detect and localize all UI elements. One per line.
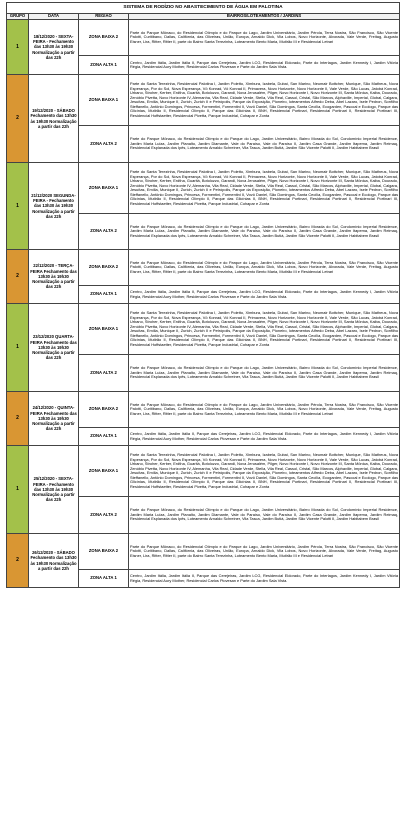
- neighborhood-list: Parte do Parque Mônaco, do Residencial Olímpio e do Parque do Lago, Jardim Universitário, Jardim Pérola, Terra Nostra, São Francisco, São Vicente Palotti, Curitibano, Dallas, Califórnia, das Oliveiras, União, Europa, Arnaldo Dick, Vila Lobos, Novo Horizonte, Alvorada, Vale Verde, Freitag, Augusto Eisner, Lira, Ritter, Ritter II, parte do Bairro Santa Terezinha, Loteamento Bento Maria, Mutirão III e Residencial Letrari: [129, 20, 400, 56]
- neighborhood-list: Centro, Jardim Itália, Jardim Itália II, Parque das Cerejeiras, Jardim LCG, Residencial Eldorado, Parte do Interlagos, Jardim Kennedy I, Jardim Vitória Régia, Residencial Aury Mother, Residencial Carlos Piovesan e Parte do Jardim Sala Vista.: [129, 428, 400, 446]
- neighborhood-list: Parte do Parque Mônaco, do Residencial Olímpio e do Parque do Lago, Jardim Universitário, Bairro Morada do Sol, Condomínio Imperial Residence, Jardim Maria Luiza, Jardim Planalto, Jardim Diamante, Vale do Paraíso, Vale do Paraíso II, Jardim Casa Grande, Jardim Itapema, Jardim Reimaq, Residencial Esplanada dos Ipês, Loteamento Arnaldo Schreiner, Vila Tasca, Jardim Butiá, Jardim São Vicente Palotti II, Jardim Habitabem Brasil: [129, 214, 400, 250]
- region-name: ZONA BAIXA 1: [79, 163, 129, 214]
- schedule-row: [7, 446, 400, 497]
- schedule-date: 25/12/2020 - SEXTA-FEIRA - Fechamento das 13h30 às 19h30 Normalização a partir das 22h: [29, 446, 79, 534]
- schedule-date: 19/12/2020 - SÁBADO Fechamento das 13h30 às 19h30 Normalização a partir das 22h: [29, 75, 79, 163]
- schedule-date: 26/12/2020 - SÁBADO Fechamento das 13h30 às 19h30 Normalização a partir das 22h: [29, 534, 79, 588]
- header-grupo: GRUPO: [7, 14, 29, 20]
- neighborhood-list: Parte do Santa Terezinha, Residencial Palotina I, Jardim Poletto, Ximbura, Izabela, Dubai, San Marino, Neumair Bottcher, Munique, São Matheus, Nova Esperança, Por do Sol, Nova Esperança, Vô Konrad, Vô Konrad II, Primavera, Novo Horizonte, Novo Horizonte II, Vale Verde, São Lucas, Jatobá Konrad, Urbano, Stroher, Kerber, Erdtha, Guaritá, Botolozzo, Garandi, Nova Jerusalém, Pilger, Novo Horizonte I, Novo Horizonte III, Santa Mônica, Kaiba, Dourado, Zenóbio Pivetta, Novo Horizonte IV, Alemanha, Vila Real, Cidade Verde, Stella, Vila Real, Cassol, Cristal, São Marcos, Alphaville, Imperial, Global, Calgara, Jesuítas, Emília, Munique II, Zurich, Zurich II e Petrópolis, Parque da Exposição, Pioneiro, loteamentos Alfredo Deba, Abel Lazaro, Isele Pedron, Sonfilho Steffanello, Antônio Domingos, Princesa, Formentini, Formentini II, Vovô Daniel, São Domingos, Santa Cecília, Ecogarden, Pascoal e Ecologo, Parque das Glicínias, Mutirão II, Residencial Olímpio II, Parque das Glicínias II, BNH, Residencial Portinari, Residencial Portinari II, Residencial Portinari III, Residencial Hoffstaetter, Residencial Pivetta, Parque Industrial, Cohapar e Zonta: [129, 163, 400, 214]
- group-number: 1: [7, 446, 29, 534]
- schedule-document: [6, 2, 399, 588]
- group-number: 1: [7, 304, 29, 392]
- neighborhood-list: Parte do Santa Terezinha, Residencial Palotina I, Jardim Poletto, Ximbura, Izabela, Dubai, San Marino, Neumair Bottcher, Munique, São Matheus, Nova Esperança, Por do Sol, Nova Esperança, Vô Konrad, Vô Konrad II, Primavera, Novo Horizonte, Novo Horizonte II, Vale Verde, São Lucas, Jatobá Konrad, Urbano, Stroher, Kerber, Erdtha, Guaritá, Botolozzo, Garandi, Nova Jerusalém, Pilger, Novo Horizonte I, Novo Horizonte III, Santa Mônica, Kaiba, Dourado, Zenóbio Pivetta, Novo Horizonte IV, Alemanha, Vila Real, Cidade Verde, Stella, Vila Real, Cassol, Cristal, São Marcos, Alphaville, Imperial, Global, Calgara, Jesuítas, Emília, Munique II, Zurich, Zurich II e Petrópolis, Parque da Exposição, Pioneiro, loteamentos Alfredo Deba, Abel Lazaro, Isele Pedron, Sonfilho Steffanello, Antônio Domingos, Princesa, Formentini, Formentini II, Vovô Daniel, São Domingos, Santa Cecília, Ecogarden, Pascoal e Ecologo, Parque das Glicínias, Mutirão II, Residencial Olímpio II, Parque das Glicínias II, BNH, Residencial Portinari, Residencial Portinari II, Residencial Portinari III, Residencial Hoffstaetter, Residencial Pivetta, Parque Industrial, Cohapar e Zonta: [129, 446, 400, 497]
- document-title: SISTEMA DE RODÍZIO NO ABASTECIMENTO DE ÁGUA EM PALOTINA: [7, 3, 400, 14]
- region-name: ZONA ALTA 1: [79, 56, 129, 75]
- region-name: ZONA BAIXA 2: [79, 20, 129, 56]
- group-number: 1: [7, 20, 29, 75]
- region-name: ZONA ALTA 2: [79, 126, 129, 163]
- region-name: ZONA ALTA 1: [79, 570, 129, 588]
- schedule-table: [6, 2, 400, 588]
- header-regiao: REGIAO: [79, 14, 129, 20]
- region-name: ZONA ALTA 2: [79, 497, 129, 534]
- region-name: ZONA ALTA 1: [79, 286, 129, 304]
- group-number: 1: [7, 163, 29, 250]
- neighborhood-list: Parte do Santa Terezinha, Residencial Palotina I, Jardim Poletto, Ximbura, Izabela, Dubai, San Marino, Neumair Bottcher, Munique, São Matheus, Nova Esperança, Por do Sol, Nova Esperança, Vô Konrad, Vô Konrad II, Primavera, Novo Horizonte, Novo Horizonte II, Vale Verde, São Lucas, Jatobá Konrad, Urbano, Stroher, Kerber, Erdtha, Guaritá, Botolozzo, Garandi, Nova Jerusalém, Pilger, Novo Horizonte I, Novo Horizonte III, Santa Mônica, Kaiba, Dourado, Zenóbio Pivetta, Novo Horizonte IV, Alemanha, Vila Real, Cidade Verde, Stella, Vila Real, Cassol, Cristal, São Marcos, Alphaville, Imperial, Global, Calgara, Jesuítas, Emília, Munique II, Zurich, Zurich II e Petrópolis, Parque da Exposição, Pioneiro, loteamentos Alfredo Deba, Abel Lazaro, Isele Pedron, Sonfilho Steffanello, Antônio Domingos, Princesa, Formentini, Formentini II, Vovô Daniel, São Domingos, Santa Cecília, Ecogarden, Pascoal e Ecologo, Parque das Glicínias, Mutirão II, Residencial Olímpio II, Parque das Glicínias II, BNH, Residencial Portinari, Residencial Portinari II, Residencial Portinari III, Residencial Hoffstaetter, Residencial Pivetta, Parque Industrial, Cohapar e Zonta: [129, 304, 400, 355]
- group-number: 2: [7, 75, 29, 163]
- schedule-date: 23/12/2020 QUARTA-FEIRA Fechamento das 13h30 às 19h30 Normalização a partir das 22h: [29, 304, 79, 392]
- region-name: ZONA ALTA 2: [79, 214, 129, 250]
- neighborhood-list: Centro, Jardim Itália, Jardim Itália II, Parque das Cerejeiras, Jardim LCG, Residencial Eldorado, Parte do Interlagos, Jardim Kennedy I, Jardim Vitória Régia, Residencial Aury Mother, Residencial Carlos Piovesan e Parte do Jardim Sala Vista.: [129, 56, 400, 75]
- neighborhood-list: Parte do Parque Mônaco, do Residencial Olímpio e do Parque do Lago, Jardim Universitário, Bairro Morada do Sol, Condomínio Imperial Residence, Jardim Maria Luiza, Jardim Planalto, Jardim Diamante, Vale do Paraíso, Vale do Paraíso II, Jardim Casa Grande, Jardim Itapema, Jardim Reimaq, Residencial Esplanada dos Ipês, Loteamento Arnaldo Schreiner, Vila Tasca, Jardim Butiá, Jardim São Vicente Palotti II, Jardim Habitabem Brasil: [129, 126, 400, 163]
- header-bairros: BAIRROS/LOTEAMENTOS / JARDINS: [129, 14, 400, 20]
- schedule-row: [7, 304, 400, 355]
- group-number: 2: [7, 392, 29, 446]
- neighborhood-list: Parte do Parque Mônaco, do Residencial Olímpio e do Parque do Lago, Jardim Universitário, Jardim Pérola, Terra Nostra, São Francisco, São Vicente Palotti, Curitibano, Dallas, Califórnia, das Oliveiras, União, Europa, Arnaldo Dick, Vila Lobos, Novo Horizonte, Alvorada, Vale Verde, Freitag, Augusto Eisner, Lira, Ritter, Ritter II, parte do Bairro Santa Terezinha, Loteamento Bento Maria, Mutirão III e Residencial Letrari: [129, 250, 400, 286]
- schedule-date: 24/12/2020 - QUINTA-FEIRA Fechamento das 13h30 às 19h30 Normalização a partir das 22h: [29, 392, 79, 446]
- region-name: ZONA ALTA 2: [79, 355, 129, 392]
- region-name: ZONA ALTA 1: [79, 428, 129, 446]
- region-name: ZONA BAIXA 1: [79, 75, 129, 126]
- schedule-row: [7, 392, 400, 428]
- schedule-row: [7, 20, 400, 56]
- schedule-date: 18/12/2020 - SEXTA-FEIRA - Fechamento das 13h30 às 19h30 Normalização a partir das 22h: [29, 20, 79, 75]
- schedule-row: [7, 250, 400, 286]
- neighborhood-list: Parte do Parque Mônaco, do Residencial Olímpio e do Parque do Lago, Jardim Universitário, Bairro Morada do Sol, Condomínio Imperial Residence, Jardim Maria Luiza, Jardim Planalto, Jardim Diamante, Vale do Paraíso, Vale do Paraíso II, Jardim Casa Grande, Jardim Itapema, Jardim Reimaq, Residencial Esplanada dos Ipês, Loteamento Arnaldo Schreiner, Vila Tasca, Jardim Butiá, Jardim São Vicente Palotti II, Jardim Habitabem Brasil: [129, 497, 400, 534]
- neighborhood-list: Parte do Parque Mônaco, do Residencial Olímpio e do Parque do Lago, Jardim Universitário, Jardim Pérola, Terra Nostra, São Francisco, São Vicente Palotti, Curitibano, Dallas, Califórnia, das Oliveiras, União, Europa, Arnaldo Dick, Vila Lobos, Novo Horizonte, Alvorada, Vale Verde, Freitag, Augusto Eisner, Lira, Ritter, Ritter II, parte do Bairro Santa Terezinha, Loteamento Bento Maria, Mutirão III e Residencial Letrari: [129, 534, 400, 570]
- region-name: ZONA BAIXA 2: [79, 392, 129, 428]
- region-name: ZONA BAIXA 1: [79, 446, 129, 497]
- region-name: ZONA BAIXA 2: [79, 534, 129, 570]
- schedule-date: 22/12/2020 - TERÇA-FEIRA Fechamento das 13h30 às 19h30 Normalização a partir das 22h: [29, 250, 79, 304]
- neighborhood-list: Centro, Jardim Itália, Jardim Itália II, Parque das Cerejeiras, Jardim LCG, Residencial Eldorado, Parte do Interlagos, Jardim Kennedy I, Jardim Vitória Régia, Residencial Aury Mother, Residencial Carlos Piovesan e Parte do Jardim Sala Vista.: [129, 286, 400, 304]
- header-data: DATA: [29, 14, 79, 20]
- neighborhood-list: Centro, Jardim Itália, Jardim Itália II, Parque das Cerejeiras, Jardim LCG, Residencial Eldorado, Parte do Interlagos, Jardim Kennedy I, Jardim Vitória Régia, Residencial Aury Mother, Residencial Carlos Piovesan e Parte do Jardim Sala Vista.: [129, 570, 400, 588]
- region-name: ZONA BAIXA 2: [79, 250, 129, 286]
- neighborhood-list: Parte do Parque Mônaco, do Residencial Olímpio e do Parque do Lago, Jardim Universitário, Bairro Morada do Sol, Condomínio Imperial Residence, Jardim Maria Luiza, Jardim Planalto, Jardim Diamante, Vale do Paraíso, Vale do Paraíso II, Jardim Casa Grande, Jardim Itapema, Jardim Reimaq, Residencial Esplanada dos Ipês, Loteamento Arnaldo Schreiner, Vila Tasca, Jardim Butiá, Jardim São Vicente Palotti II, Jardim Habitabem Brasil: [129, 355, 400, 392]
- schedule-row: [7, 534, 400, 570]
- group-number: 2: [7, 250, 29, 304]
- group-number: 2: [7, 534, 29, 588]
- region-name: ZONA BAIXA 1: [79, 304, 129, 355]
- schedule-date: 21/12/2020 SEGUNDA-FEIRA - Fechamento das 13h30 às 19h30 Normalização a partir das 22h: [29, 163, 79, 250]
- schedule-row: [7, 75, 400, 126]
- neighborhood-list: Parte do Parque Mônaco, do Residencial Olímpio e do Parque do Lago, Jardim Universitário, Jardim Pérola, Terra Nostra, São Francisco, São Vicente Palotti, Curitibano, Dallas, Califórnia, das Oliveiras, União, Europa, Arnaldo Dick, Vila Lobos, Novo Horizonte, Alvorada, Vale Verde, Freitag, Augusto Eisner, Lira, Ritter, Ritter II, parte do Bairro Santa Terezinha, Loteamento Bento Maria, Mutirão III e Residencial Letrari: [129, 392, 400, 428]
- schedule-row: [7, 163, 400, 214]
- neighborhood-list: Parte do Santa Terezinha, Residencial Palotina I, Jardim Poletto, Ximbura, Izabela, Dubai, San Marino, Neumair Bottcher, Munique, São Matheus, Nova Esperança, Por do Sol, Nova Esperança, Vô Konrad, Vô Konrad II, Primavera, Novo Horizonte, Novo Horizonte II, Vale Verde, São Lucas, Jatobá Konrad, Urbano, Stroher, Kerber, Erdtha, Guaritá, Botolozzo, Garandi, Nova Jerusalém, Pilger, Novo Horizonte I, Novo Horizonte III, Santa Mônica, Kaiba, Dourado, Zenóbio Pivetta, Novo Horizonte IV, Alemanha, Vila Real, Cidade Verde, Stella, Vila Real, Cassol, Cristal, São Marcos, Alphaville, Imperial, Global, Calgara, Jesuítas, Emília, Munique II, Zurich, Zurich II e Petrópolis, Parque da Exposição, Pioneiro, loteamentos Alfredo Deba, Abel Lazaro, Isele Pedron, Sonfilho Steffanello, Antônio Domingos, Princesa, Formentini, Formentini II, Vovô Daniel, São Domingos, Santa Cecília, Ecogarden, Pascoal e Ecologo, Parque das Glicínias, Mutirão II, Residencial Olímpio II, Parque das Glicínias II, BNH, Residencial Portinari, Residencial Portinari II, Residencial Portinari III, Residencial Hoffstaetter, Residencial Pivetta, Parque Industrial, Cohapar e Zonta: [129, 75, 400, 126]
